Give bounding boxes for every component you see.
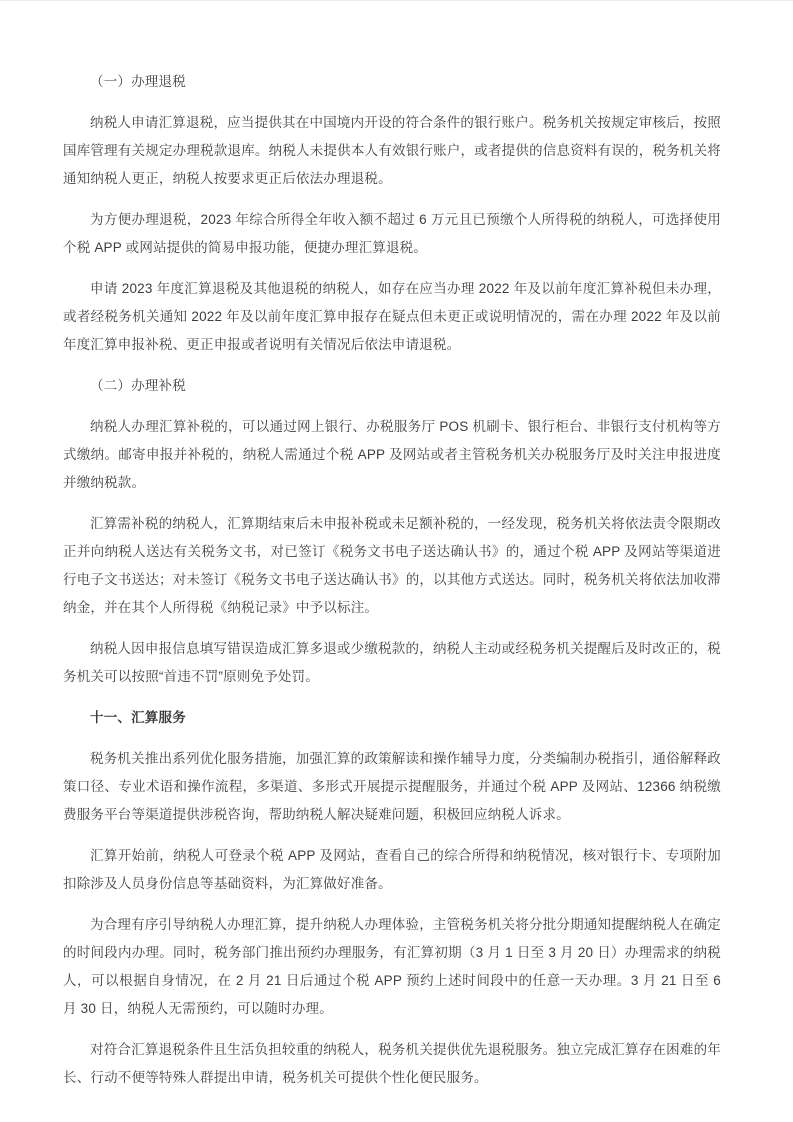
paragraph-priority-refund: 对符合汇算退税条件且生活负担较重的纳税人，税务机关提供优先退税服务。独立完成汇算存在困难的年长、行动不便等特殊人群提出申请，税务机关可提供个性化便民服务。 [63, 1042, 721, 1085]
section-heading-supplementary: （二）办理补税 [90, 378, 186, 393]
paragraph-payment-channels: 纳税人办理汇算补税的，可以通过网上银行、办税服务厅 POS 机刷卡、银行柜台、非银行支付机构等方式缴纳。邮寄申报并补税的，纳税人需通过个税 APP 及网站或者主管税务机关办税服务厅及时关注申报进度并缴纳税款。 [63, 419, 721, 490]
paragraph-refund-prior-years: 申请 2023 年度汇算退税及其他退税的纳税人，如存在应当办理 2022 年及以前年度汇算补税但未办理，或者经税务机关通知 2022 年及以前年度汇算申报存在疑点但未更正或说明情况的，需在办理 2022 年及以前年度汇算申报补税、更正申报或者说明有关情况后依法申请退税。 [63, 281, 721, 352]
paragraph-pre-settlement-check: 汇算开始前，纳税人可登录个税 APP 及网站，查看自己的综合所得和纳税情况，核对银行卡、专项附加扣除涉及人员身份信息等基础资料，为汇算做好准备。 [63, 848, 721, 891]
paragraph-service-measures: 税务机关推出系列优化服务措施，加强汇算的政策解读和操作辅导力度，分类编制办税指引，通俗解释政策口径、专业术语和操作流程，多渠道、多形式开展提示提醒服务，并通过个税 APP 及网站、12366 纳税缴费服务平台等渠道提供涉税咨询，帮助纳税人解决疑难问题，积极回应纳税人诉求。 [63, 751, 721, 822]
paragraph-refund-simple-filing: 为方便办理退税，2023 年综合所得全年收入额不超过 6 万元且已预缴个人所得税的纳税人，可选择使用个税 APP 或网站提供的简易申报功能，便捷办理汇算退税。 [63, 212, 721, 255]
chapter-heading-services: 十一、汇算服务 [90, 710, 186, 725]
paragraph-overdue-payment: 汇算需补税的纳税人，汇算期结束后未申报补税或未足额补税的，一经发现，税务机关将依法责令限期改正并向纳税人送达有关税务文书，对已签订《税务文书电子送达确认书》的，通过个税 APP 及网站等渠道进行电子文书送达；对未签订《税务文书电子送达确认书》的，以其他方式送达。同时，税务机关将依法加收滞纳金，并在其个人所得税《纳税记录》中予以标注。 [63, 516, 721, 615]
section-heading-refund: （一）办理退税 [90, 74, 186, 89]
paragraph-appointment-service: 为合理有序引导纳税人办理汇算，提升纳税人办理体验，主管税务机关将分批分期通知提醒纳税人在确定的时间段内办理。同时，税务部门推出预约办理服务，有汇算初期（3 月 1 日至 3 月 20 日）办理需求的纳税人，可以根据自身情况，在 2 月 21 日后通过个税 APP 预约上述时间段中的任意一天办理。3 月 21 日至 6 月 30 日，纳税人无需预约，可以随时办理。 [63, 917, 721, 1016]
paragraph-refund-bank-account: 纳税人申请汇算退税，应当提供其在中国境内开设的符合条件的银行账户。税务机关按规定审核后，按照国库管理有关规定办理税款退库。纳税人未提供本人有效银行账户，或者提供的信息资料有误的，税务机关将通知纳税人更正，纳税人按要求更正后依法办理退税。 [63, 115, 721, 186]
paragraph-first-violation: 纳税人因申报信息填写错误造成汇算多退或少缴税款的，纳税人主动或经税务机关提醒后及时改正的，税务机关可以按照“首违不罚”原则免予处罚。 [63, 641, 721, 684]
